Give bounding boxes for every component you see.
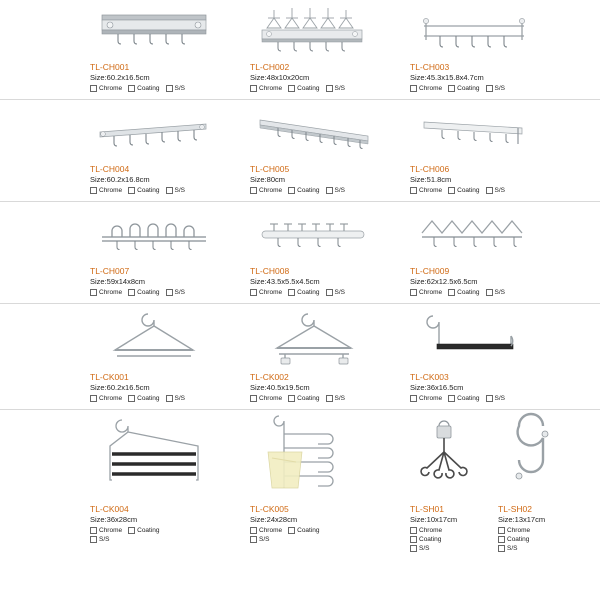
checkbox-icon[interactable]: [486, 85, 493, 92]
wall-hook-rail-with-hangers-icon: [250, 4, 378, 60]
option-label: S/S: [334, 289, 346, 296]
catalog-row: [0, 4, 600, 100]
option-label: Coating: [137, 527, 160, 534]
option-chrome[interactable]: [250, 186, 282, 195]
option-coating[interactable]: [498, 535, 566, 544]
product-cell[interactable]: [244, 4, 384, 99]
option-label: Coating: [457, 85, 480, 92]
option-ss[interactable]: [486, 288, 505, 297]
option-coating[interactable]: [448, 186, 479, 195]
product-size: Size:48x10x20cm: [250, 73, 310, 82]
option-ss[interactable]: [166, 186, 185, 195]
option-coating[interactable]: [288, 288, 319, 297]
option-ss[interactable]: [486, 186, 505, 195]
checkbox-icon[interactable]: [410, 545, 417, 552]
option-label: S/S: [494, 289, 506, 296]
option-chrome[interactable]: [410, 526, 478, 535]
option-chrome[interactable]: [410, 186, 442, 195]
option-label: S/S: [174, 289, 186, 296]
option-coating[interactable]: [288, 394, 319, 403]
option-label: Chrome: [259, 527, 283, 534]
product-code: TL-CH003: [410, 62, 450, 72]
checkbox-icon[interactable]: [498, 536, 505, 543]
product-code: TL-SH01: [410, 504, 445, 514]
option-label: S/S: [334, 85, 346, 92]
tube-hook-rail-icon: [250, 202, 378, 264]
option-chrome[interactable]: [250, 394, 282, 403]
product-code: TL-SH02: [498, 504, 533, 514]
checkbox-icon[interactable]: [486, 395, 493, 402]
option-label: Coating: [297, 85, 320, 92]
option-label: S/S: [174, 85, 186, 92]
option-label: Coating: [137, 395, 160, 402]
option-label: S/S: [494, 85, 506, 92]
option-label: Chrome: [419, 527, 443, 534]
product-code: TL-CH009: [410, 266, 450, 276]
short-hook-rail-icon: [410, 100, 538, 162]
checkbox-icon[interactable]: [448, 85, 455, 92]
checkbox-icon[interactable]: [128, 395, 135, 402]
finish-options: [90, 394, 218, 403]
checkbox-icon[interactable]: [410, 395, 417, 402]
product-size: Size:13x17cm: [498, 515, 546, 524]
option-label: S/S: [494, 187, 506, 194]
product-size: Size:80cm: [250, 175, 286, 184]
product-code: TL-CK005: [250, 504, 289, 514]
loop-hook-rail-icon: [90, 202, 218, 264]
product-size: Size:10x17cm: [410, 515, 458, 524]
checkbox-icon[interactable]: [498, 527, 505, 534]
product-cell[interactable]: [84, 100, 224, 201]
multi-tier-scarf-hanger-icon: [250, 410, 378, 502]
product-size: Size:51.8cm: [410, 175, 452, 184]
checkbox-icon[interactable]: [90, 289, 97, 296]
finish-options: [410, 84, 538, 93]
s-shaped-hook-icon: [498, 410, 566, 502]
option-label: Coating: [419, 536, 442, 543]
product-cell[interactable]: [84, 202, 224, 303]
trouser-bar-hanger-icon: [410, 304, 538, 370]
option-label: Coating: [137, 187, 160, 194]
checkbox-icon[interactable]: [486, 187, 493, 194]
checkbox-icon[interactable]: [410, 289, 417, 296]
product-code: TL-CH004: [90, 164, 130, 174]
checkbox-icon[interactable]: [288, 85, 295, 92]
finish-options: [90, 526, 218, 544]
option-coating[interactable]: [288, 526, 319, 535]
checkbox-icon[interactable]: [250, 85, 257, 92]
option-label: Coating: [297, 289, 320, 296]
product-size: Size:40.5x19.5cm: [250, 383, 310, 392]
checkbox-icon[interactable]: [128, 289, 135, 296]
catalog-row: [0, 100, 600, 202]
option-coating[interactable]: [448, 84, 479, 93]
product-size: Size:60.2x16.5cm: [90, 383, 150, 392]
angled-hook-strip-icon: [250, 100, 378, 162]
checkbox-icon[interactable]: [498, 545, 505, 552]
product-cell[interactable]: [244, 410, 384, 559]
product-cell[interactable]: [404, 4, 544, 99]
option-label: Chrome: [99, 85, 123, 92]
checkbox-icon[interactable]: [410, 536, 417, 543]
checkbox-icon[interactable]: [410, 527, 417, 534]
option-label: Chrome: [99, 527, 123, 534]
catalog-row: [0, 304, 600, 410]
option-label: Chrome: [99, 187, 123, 194]
finish-options: [90, 288, 218, 297]
product-code: TL-CH002: [250, 62, 290, 72]
option-chrome[interactable]: [90, 84, 122, 93]
option-coating[interactable]: [128, 526, 159, 535]
checkbox-icon[interactable]: [486, 289, 493, 296]
option-ss[interactable]: [326, 394, 345, 403]
option-chrome[interactable]: [90, 394, 122, 403]
option-label: Chrome: [259, 289, 283, 296]
checkbox-icon[interactable]: [90, 395, 97, 402]
finish-options: [410, 394, 538, 403]
product-code: TL-CK001: [90, 372, 129, 382]
product-cell[interactable]: [244, 304, 384, 409]
checkbox-icon[interactable]: [90, 85, 97, 92]
slim-hook-rail-icon: [90, 100, 218, 162]
checkbox-icon[interactable]: [326, 289, 333, 296]
checkbox-icon[interactable]: [448, 289, 455, 296]
wave-hook-rail-icon: [410, 202, 538, 264]
checkbox-icon[interactable]: [128, 85, 135, 92]
option-coating[interactable]: [128, 186, 159, 195]
product-code: TL-CK003: [410, 372, 449, 382]
option-ss[interactable]: [250, 535, 378, 544]
option-label: Chrome: [259, 187, 283, 194]
catalog-row: [0, 202, 600, 304]
option-ss[interactable]: [166, 394, 185, 403]
checkbox-icon[interactable]: [410, 187, 417, 194]
option-ss[interactable]: [486, 84, 505, 93]
product-code: TL-CH005: [250, 164, 290, 174]
product-size: Size:60.2x16.5cm: [90, 73, 150, 82]
checkbox-icon[interactable]: [326, 187, 333, 194]
checkbox-icon[interactable]: [90, 187, 97, 194]
finish-options: [250, 526, 378, 544]
product-cell[interactable]: [244, 100, 384, 201]
option-coating[interactable]: [128, 288, 159, 297]
product-cell[interactable]: [84, 4, 224, 99]
product-code: TL-CH008: [250, 266, 290, 276]
product-size: Size:24x28cm: [250, 515, 298, 524]
checkbox-icon[interactable]: [250, 289, 257, 296]
finish-options: [90, 84, 218, 93]
checkbox-icon[interactable]: [166, 289, 173, 296]
product-size: Size:60.2x16.8cm: [90, 175, 150, 184]
product-cell[interactable]: [84, 304, 224, 409]
finish-options: [90, 186, 218, 195]
checkbox-icon[interactable]: [326, 395, 333, 402]
finish-options: [250, 84, 378, 93]
option-label: Coating: [137, 85, 160, 92]
option-label: S/S: [259, 536, 270, 543]
checkbox-icon[interactable]: [166, 85, 173, 92]
finish-options: [250, 288, 378, 297]
finish-options: [250, 186, 378, 195]
option-label: S/S: [494, 395, 506, 402]
option-label: Coating: [137, 289, 160, 296]
option-label: S/S: [174, 395, 186, 402]
checkbox-icon[interactable]: [166, 187, 173, 194]
option-label: Chrome: [259, 85, 283, 92]
product-cell[interactable]: [492, 410, 572, 559]
option-chrome[interactable]: [250, 84, 282, 93]
option-ss[interactable]: [486, 394, 505, 403]
product-cell[interactable]: [404, 202, 544, 303]
option-chrome[interactable]: [90, 526, 122, 535]
option-coating[interactable]: [288, 186, 319, 195]
option-coating[interactable]: [128, 394, 159, 403]
option-label: Chrome: [419, 289, 443, 296]
wall-hook-rail-with-shelf-icon: [90, 4, 218, 60]
option-label: Coating: [297, 187, 320, 194]
product-size: Size:36x16.5cm: [410, 383, 464, 392]
option-label: Coating: [297, 395, 320, 402]
option-label: S/S: [334, 187, 346, 194]
checkbox-icon[interactable]: [326, 85, 333, 92]
product-size: Size:45.3x15.8x4.7cm: [410, 73, 484, 82]
product-size: Size:62x12.5x6.5cm: [410, 277, 478, 286]
option-chrome[interactable]: [90, 186, 122, 195]
option-label: S/S: [334, 395, 346, 402]
checkbox-icon[interactable]: [250, 536, 257, 543]
checkbox-icon[interactable]: [250, 187, 257, 194]
option-label: S/S: [507, 545, 518, 552]
product-cell[interactable]: [244, 202, 384, 303]
option-ss[interactable]: [326, 186, 345, 195]
checkbox-icon[interactable]: [166, 395, 173, 402]
checkbox-icon[interactable]: [90, 536, 97, 543]
product-code: TL-CK002: [250, 372, 289, 382]
finish-options: [410, 288, 538, 297]
finish-options: [498, 526, 566, 553]
finish-options: [250, 394, 378, 403]
product-cell[interactable]: [84, 410, 224, 559]
checkbox-icon[interactable]: [410, 85, 417, 92]
option-ss[interactable]: [166, 84, 185, 93]
option-chrome[interactable]: [410, 84, 442, 93]
wire-shirt-hanger-icon: [90, 304, 218, 370]
product-size: Size:59x14x8cm: [90, 277, 146, 286]
checkbox-icon[interactable]: [288, 395, 295, 402]
product-size: Size:43.5x5.5x4.5cm: [250, 277, 320, 286]
checkbox-icon[interactable]: [90, 527, 97, 534]
option-label: Chrome: [99, 395, 123, 402]
finish-options: [410, 186, 538, 195]
option-label: Chrome: [419, 187, 443, 194]
checkbox-icon[interactable]: [448, 187, 455, 194]
checkbox-icon[interactable]: [448, 395, 455, 402]
product-cell[interactable]: [404, 304, 544, 409]
option-chrome[interactable]: [410, 288, 442, 297]
product-code: TL-CH006: [410, 164, 450, 174]
double-bar-hook-rail-icon: [410, 4, 538, 60]
product-code: TL-CH001: [90, 62, 130, 72]
product-size: Size:36x28cm: [90, 515, 138, 524]
product-code: TL-CK004: [90, 504, 129, 514]
option-chrome[interactable]: [90, 288, 122, 297]
option-label: Coating: [297, 527, 320, 534]
option-chrome[interactable]: [410, 394, 442, 403]
product-cell[interactable]: [404, 410, 484, 559]
multi-bar-trouser-hanger-icon: [90, 410, 218, 502]
option-chrome[interactable]: [498, 526, 566, 535]
option-coating[interactable]: [128, 84, 159, 93]
option-label: Chrome: [99, 289, 123, 296]
option-label: Coating: [507, 536, 530, 543]
checkbox-icon[interactable]: [250, 395, 257, 402]
product-cell[interactable]: [404, 100, 544, 201]
option-label: Chrome: [419, 85, 443, 92]
checkbox-icon[interactable]: [288, 187, 295, 194]
option-label: Chrome: [507, 527, 531, 534]
option-label: Coating: [457, 289, 480, 296]
option-chrome[interactable]: [250, 288, 282, 297]
checkbox-icon[interactable]: [288, 289, 295, 296]
option-coating[interactable]: [410, 535, 478, 544]
checkbox-icon[interactable]: [128, 187, 135, 194]
checkbox-icon[interactable]: [288, 527, 295, 534]
option-label: S/S: [174, 187, 186, 194]
option-ss[interactable]: [90, 535, 218, 544]
wire-hanger-with-clips-icon: [250, 304, 378, 370]
option-label: Coating: [457, 187, 480, 194]
option-coating[interactable]: [448, 394, 479, 403]
checkbox-icon[interactable]: [250, 527, 257, 534]
option-ss[interactable]: [498, 544, 566, 553]
option-label: S/S: [99, 536, 110, 543]
checkbox-icon[interactable]: [128, 527, 135, 534]
catalog-row: [0, 410, 600, 559]
option-coating[interactable]: [288, 84, 319, 93]
option-chrome[interactable]: [250, 526, 282, 535]
option-ss[interactable]: [166, 288, 185, 297]
over-door-hook-icon: [410, 410, 478, 502]
option-ss[interactable]: [410, 544, 478, 553]
option-coating[interactable]: [448, 288, 479, 297]
option-label: Coating: [457, 395, 480, 402]
product-code: TL-CH007: [90, 266, 130, 276]
option-label: S/S: [419, 545, 430, 552]
option-ss[interactable]: [326, 84, 345, 93]
option-ss[interactable]: [326, 288, 345, 297]
option-label: Chrome: [419, 395, 443, 402]
option-label: Chrome: [259, 395, 283, 402]
finish-options: [410, 526, 478, 553]
